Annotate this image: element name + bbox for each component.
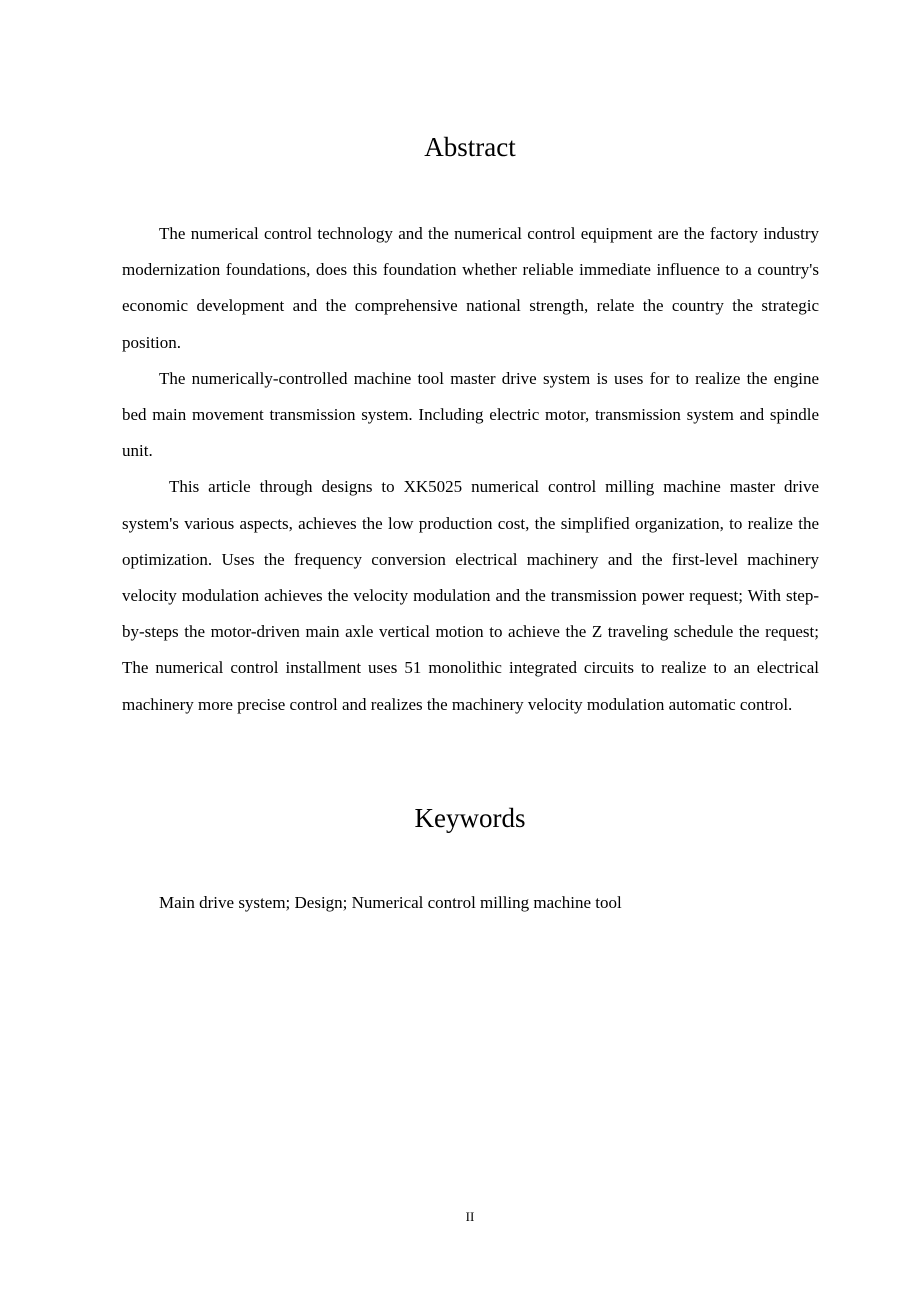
page-number: II (465, 1209, 475, 1224)
abstract-heading: Abstract (424, 132, 516, 162)
abstract-paragraph-1: The numerical control technology and the numerical control equipment are the factory industry modernization foundations, does this foundation whether reliable immediate influence to a country's economic development and the comprehensive national strength, relate the country the strategic position. (122, 224, 819, 352)
keywords-text: Main drive system; Design; Numerical control milling machine tool (159, 893, 622, 912)
abstract-body (122, 216, 819, 723)
abstract-paragraph-2: The numerically-controlled machine tool master drive system is uses for to realize the engine bed main movement transmission system. Including electric motor, transmission system and spindle unit. (122, 368, 819, 461)
keywords-heading: Keywords (414, 803, 526, 833)
abstract-paragraph-3: This article through designs to XK5025 numerical control milling machine master drive system's various aspects, achieves the low production cost, the simplified organization, to realize the optimization. Uses the frequency conversion electrical machinery and the first-level machinery velocity modulation achieves the velocity modulation and the transmission power request; With step-by-steps the motor-driven main axle vertical motion to achieve the Z traveling schedule the request; The numerical control installment uses 51 monolithic integrated circuits to realize to an electrical machinery more precise control and realizes the machinery velocity modulation automatic control. (122, 477, 819, 714)
